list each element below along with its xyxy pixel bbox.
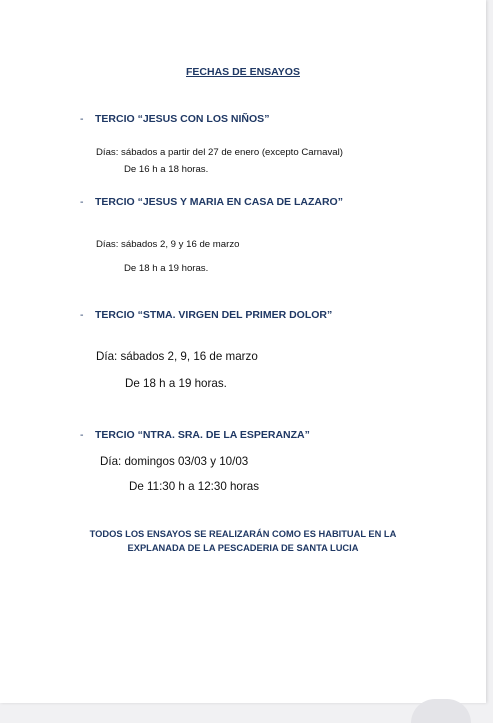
schedule-hours: De 18 h a 19 horas. (124, 263, 209, 274)
tercio-heading-2 (80, 196, 343, 208)
footer-note-line-2: EXPLANADA DE LA PESCADERIA DE SANTA LUCIA (127, 543, 359, 553)
schedule-hours: De 18 h a 19 horas. (125, 377, 227, 390)
tercio-heading-text: TERCIO “JESUS Y MARIA EN CASA DE LAZARO” (95, 196, 343, 208)
tercio-heading-4 (80, 429, 310, 441)
schedule-days: Días: sábados a partir del 27 de enero (excepto Carnaval) (96, 147, 343, 158)
tercio-heading-1 (80, 113, 269, 125)
tercio-heading-text: TERCIO “STMA. VIRGEN DEL PRIMER DOLOR” (95, 309, 333, 321)
list-dash: - (80, 113, 84, 125)
schedule-hours: De 16 h a 18 horas. (124, 164, 209, 175)
list-dash: - (80, 429, 84, 441)
tercio-heading-text: TERCIO “NTRA. SRA. DE LA ESPERANZA” (95, 429, 310, 441)
document-title: FECHAS DE ENSAYOS (186, 66, 300, 78)
footer-note-line-1: TODOS LOS ENSAYOS SE REALIZARÁN COMO ES HABITUAL EN LA (89, 529, 397, 539)
schedule-days: Día: domingos 03/03 y 10/03 (100, 455, 249, 468)
schedule-hours: De 11:30 h a 12:30 horas (129, 480, 259, 493)
tercio-heading-text: TERCIO “JESUS CON LOS NIÑOS” (95, 113, 270, 125)
schedule-days: Día: sábados 2, 9, 16 de marzo (96, 350, 258, 363)
list-dash: - (80, 196, 84, 208)
list-dash: - (80, 309, 84, 321)
schedule-days: Días: sábados 2, 9 y 16 de marzo (96, 239, 240, 250)
tercio-heading-3 (80, 309, 332, 321)
